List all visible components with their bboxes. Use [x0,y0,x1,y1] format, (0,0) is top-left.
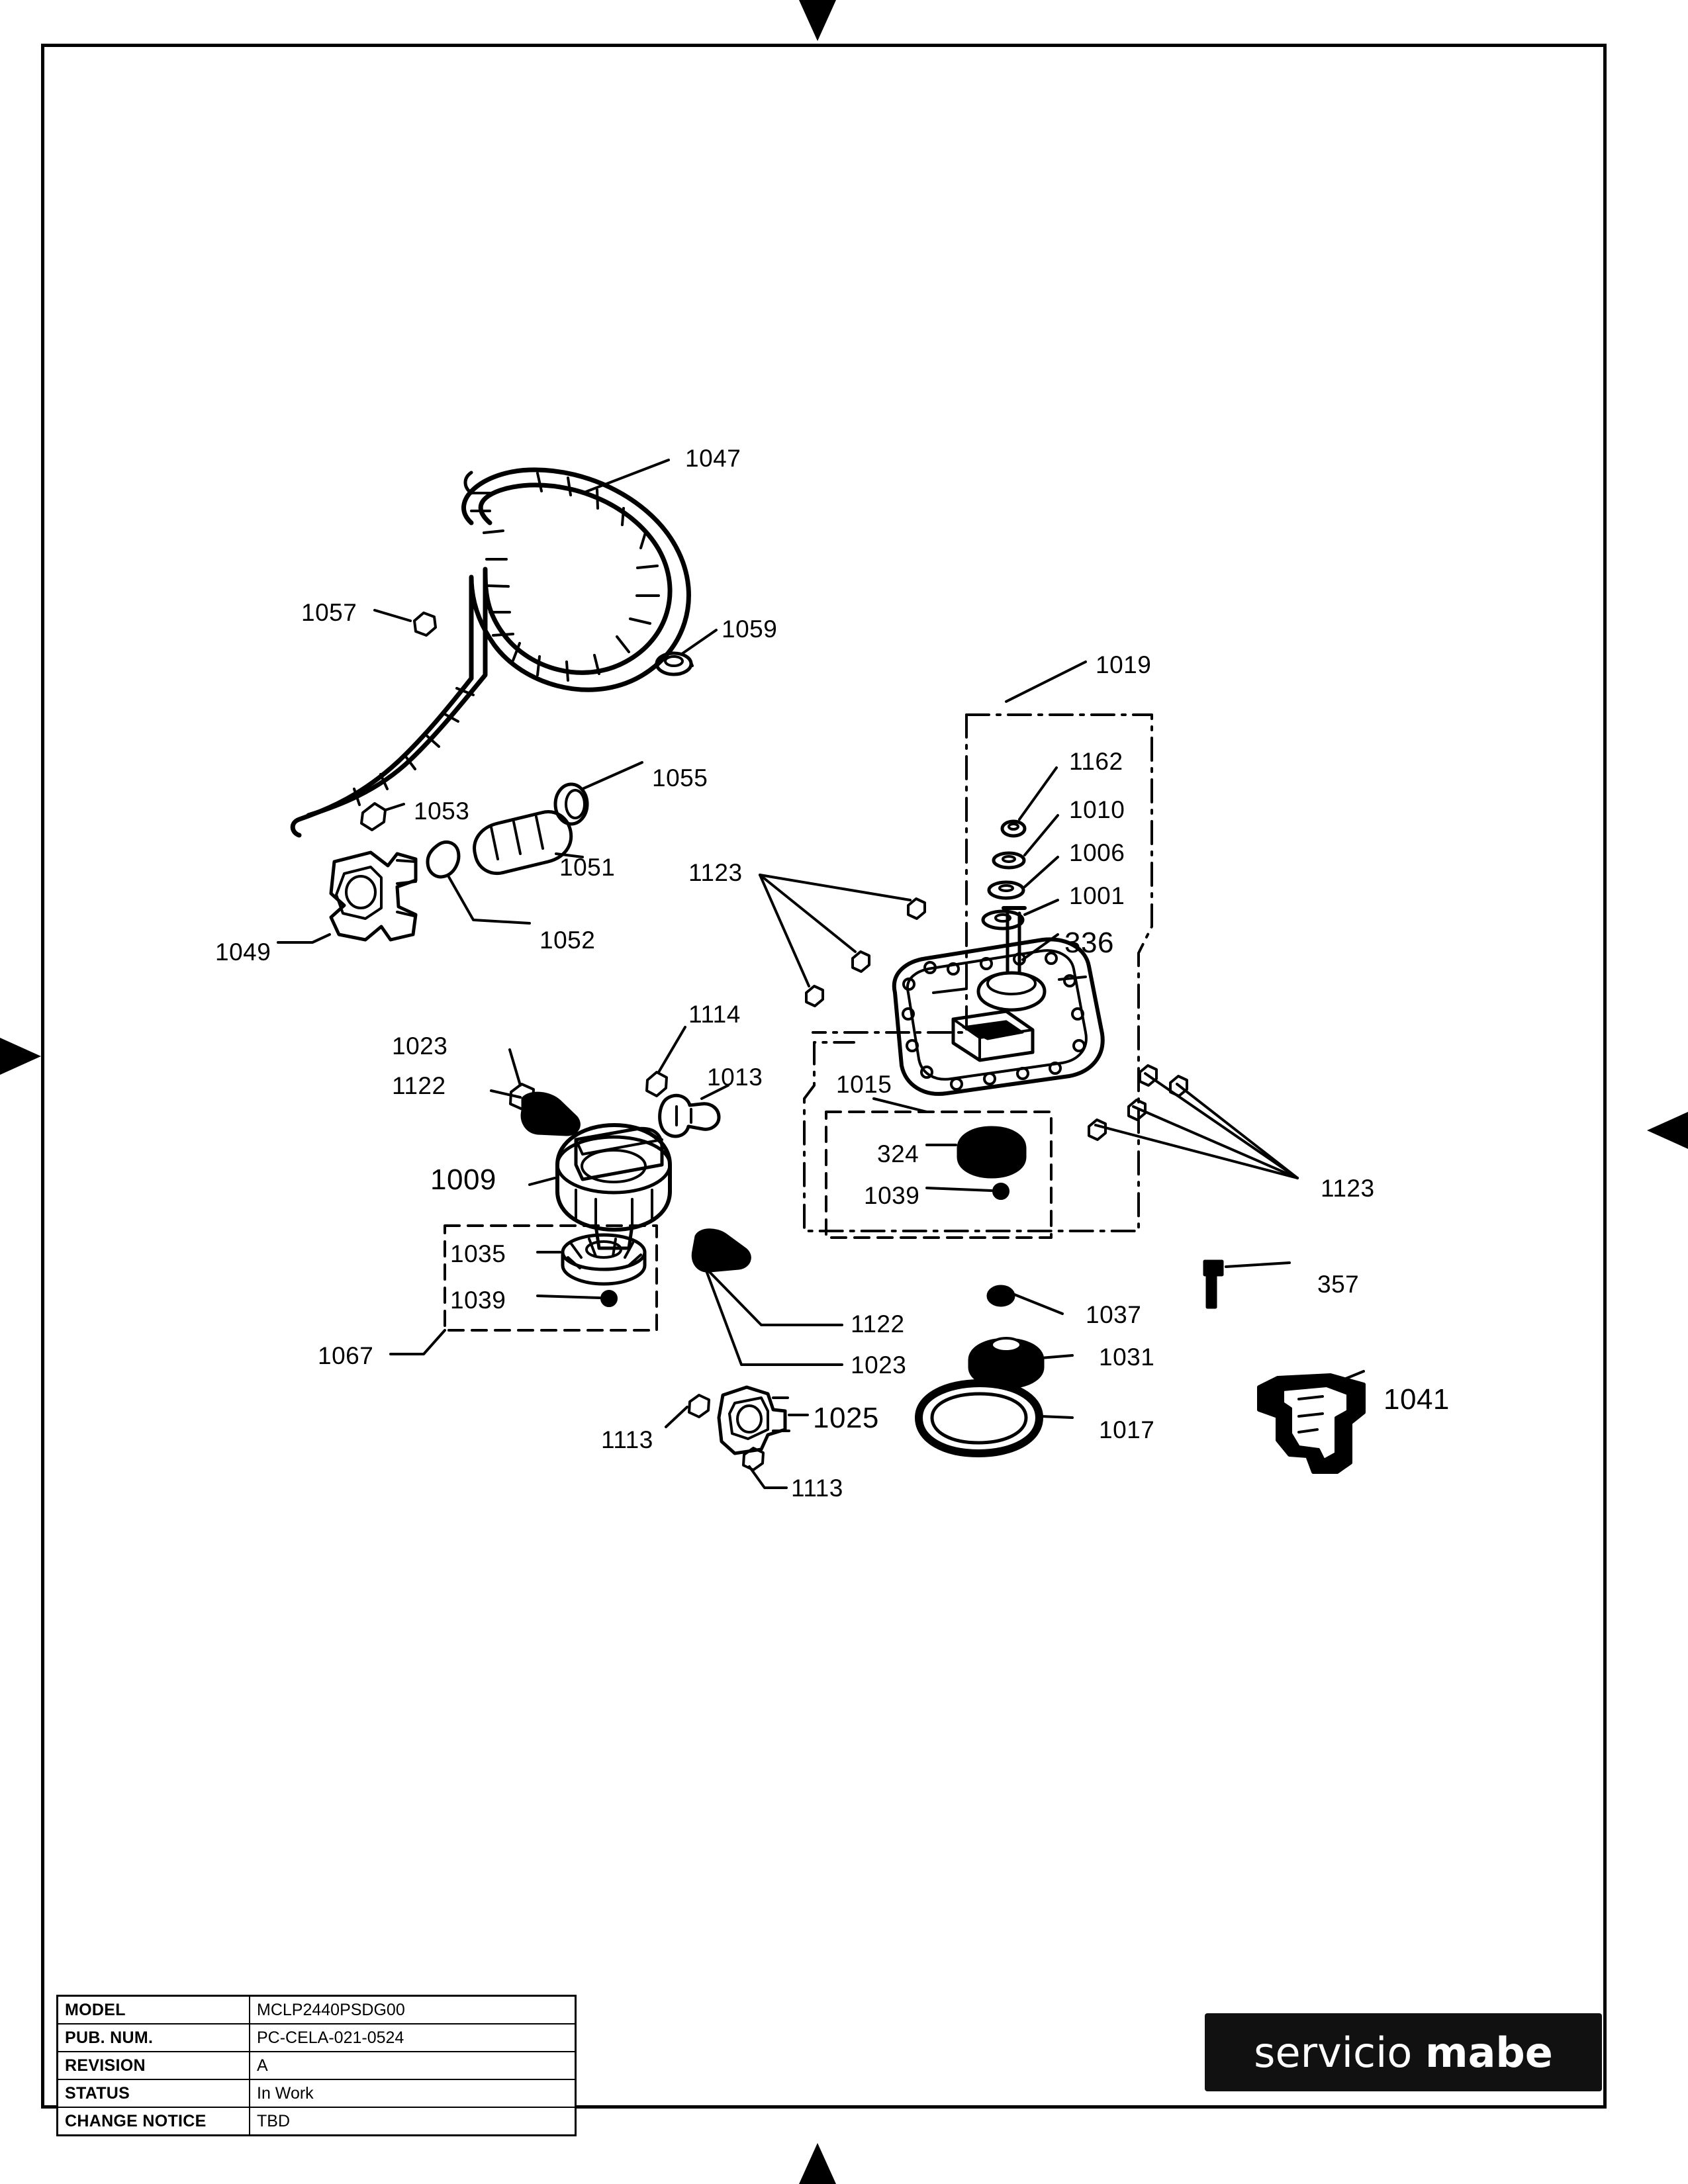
callout-1114: 1114 [688,1001,741,1028]
callout-1006: 1006 [1069,839,1125,866]
title-block-value-revision: A [250,2052,576,2079]
servicio-mabe-logo [1205,2013,1602,2091]
callout-1053: 1053 [414,797,470,825]
registration-arrow-left [0,1038,41,1075]
title-block [56,1995,577,2136]
title-block-row-changenotice [58,2107,576,2136]
callout-1041: 1041 [1383,1383,1450,1416]
registration-arrow-bottom [799,2143,836,2184]
callout-1162: 1162 [1069,748,1123,775]
logo-text-bold: mabe [1425,2028,1553,2077]
callout-1067: 1067 [318,1342,374,1369]
title-block-value-changenotice: TBD [250,2107,576,2136]
callout-1051: 1051 [559,854,616,881]
callout-1052: 1052 [539,927,596,954]
callout-1039-left: 1039 [450,1287,506,1314]
callout-1015: 1015 [836,1071,892,1098]
callout-1031: 1031 [1099,1343,1155,1371]
callout-1123-upper: 1123 [688,859,743,886]
callout-1010: 1010 [1069,796,1125,823]
callout-1049: 1049 [215,938,271,966]
callout-1023-upper: 1023 [392,1032,448,1060]
callout-1037: 1037 [1086,1301,1142,1328]
callout-336: 336 [1064,927,1114,959]
callout-357: 357 [1317,1271,1360,1298]
drawing-frame [41,44,1607,2109]
title-block-label-revision: REVISION [58,2052,250,2079]
callout-1047: 1047 [685,445,741,472]
callout-1023-lower: 1023 [851,1351,907,1379]
title-block-label-model: MODEL [58,1996,250,2025]
title-block-label-pubnum: PUB. NUM. [58,2024,250,2052]
callout-1059: 1059 [722,615,778,643]
callout-1009: 1009 [430,1163,496,1196]
title-block-label-status: STATUS [58,2079,250,2107]
callout-1025: 1025 [813,1402,879,1434]
title-block-row-pubnum [58,2024,576,2052]
callout-1113-bottom: 1113 [791,1475,843,1502]
title-block-value-pubnum: PC-CELA-021-0524 [250,2024,576,2052]
callout-1017: 1017 [1099,1416,1155,1443]
callout-324: 324 [877,1140,919,1167]
callout-1019: 1019 [1096,651,1152,678]
logo-text [1254,2028,1553,2077]
title-block-value-status: In Work [250,2079,576,2107]
callout-1122-upper: 1122 [392,1072,446,1099]
title-block-value-model: MCLP2440PSDG00 [250,1996,576,2025]
callout-1055: 1055 [652,764,708,792]
callout-1035: 1035 [450,1240,506,1267]
title-block-row-revision [58,2052,576,2079]
callout-1057: 1057 [301,599,357,626]
callout-1001: 1001 [1069,882,1125,909]
callout-1039-right: 1039 [864,1182,920,1209]
callout-1123-right: 1123 [1321,1175,1375,1202]
title-block-row-model [58,1996,576,2025]
callout-1113-left: 1113 [601,1426,653,1453]
title-block-label-changenotice: CHANGE NOTICE [58,2107,250,2136]
logo-text-light: servicio [1254,2028,1425,2077]
registration-arrow-top [799,0,836,41]
callout-1122-lower: 1122 [851,1310,905,1338]
title-block-row-status [58,2079,576,2107]
registration-arrow-right [1647,1112,1688,1149]
callout-1013: 1013 [707,1064,763,1091]
